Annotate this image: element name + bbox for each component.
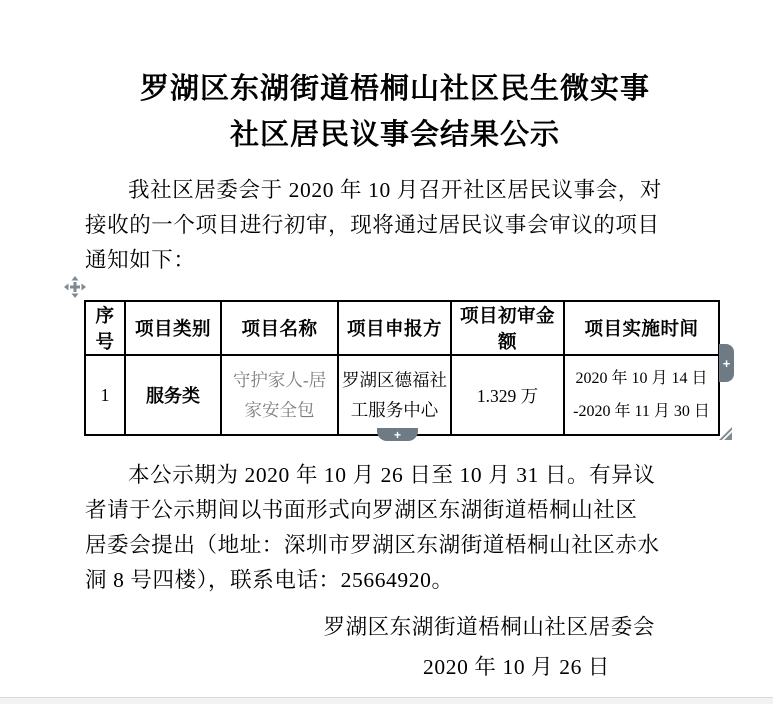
period-line-2: -2020 年 11 月 30 日 [573, 403, 710, 420]
table-move-handle[interactable] [64, 276, 86, 298]
cell-seq: 1 [85, 355, 125, 435]
signature-organization: 罗湖区东湖街道梧桐山社区居委会 [323, 615, 655, 639]
closing-paragraph [85, 458, 725, 598]
document-title [77, 66, 713, 158]
table-row [85, 355, 719, 435]
cell-period [564, 355, 719, 435]
closing-line-4: 洞 8 号四楼），联系电话：25664920。 [85, 568, 454, 592]
header-amount: 项目初审金额 [451, 301, 564, 355]
header-applicant: 项目申报方 [338, 301, 451, 355]
intro-line-2: 接收的一个项目进行初审，现将通过居民议事会审议的项目 [85, 213, 660, 237]
header-period: 项目实施时间 [564, 301, 719, 355]
header-category: 项目类别 [125, 301, 221, 355]
cell-project-name: 守护家人-居家安全包 [221, 355, 338, 435]
signature-date: 2020 年 10 月 26 日 [423, 655, 610, 679]
cell-category: 服务类 [125, 355, 221, 435]
table-resize-handle[interactable] [719, 427, 732, 440]
intro-line-3: 通知如下： [85, 248, 196, 272]
header-name: 项目名称 [221, 301, 338, 355]
cell-applicant: 罗湖区德福社工服务中心 [338, 355, 451, 435]
intro-line-1: 我社区居委会于 2020 年 10 月召开社区居民议事会，对 [128, 178, 663, 202]
document-title-line-1: 罗湖区东湖街道梧桐山社区民生微实事 [139, 73, 650, 105]
closing-line-3: 居委会提出（地址：深圳市罗湖区东湖街道梧桐山社区赤水 [85, 533, 660, 557]
move-arrows-icon [64, 276, 86, 298]
page-bottom-boundary [0, 697, 773, 704]
closing-line-2: 者请于公示期间以书面形式向罗湖区东湖街道梧桐山社区 [85, 498, 638, 522]
add-column-button[interactable] [719, 344, 734, 382]
cell-amount: 1.329 万 [451, 355, 564, 435]
table-header-row [85, 301, 719, 355]
plus-icon: + [722, 355, 731, 371]
intro-paragraph [85, 173, 707, 278]
projects-table [84, 300, 720, 436]
add-row-button[interactable] [377, 428, 418, 441]
header-seq: 序号 [85, 301, 125, 355]
plus-icon: + [393, 427, 401, 442]
period-line-1: 2020 年 10 月 14 日 [575, 370, 708, 387]
document-title-line-2: 社区居民议事会结果公示 [229, 119, 560, 151]
closing-line-1: 本公示期为 2020 年 10 月 26 日至 10 月 31 日。有异议 [128, 463, 656, 487]
